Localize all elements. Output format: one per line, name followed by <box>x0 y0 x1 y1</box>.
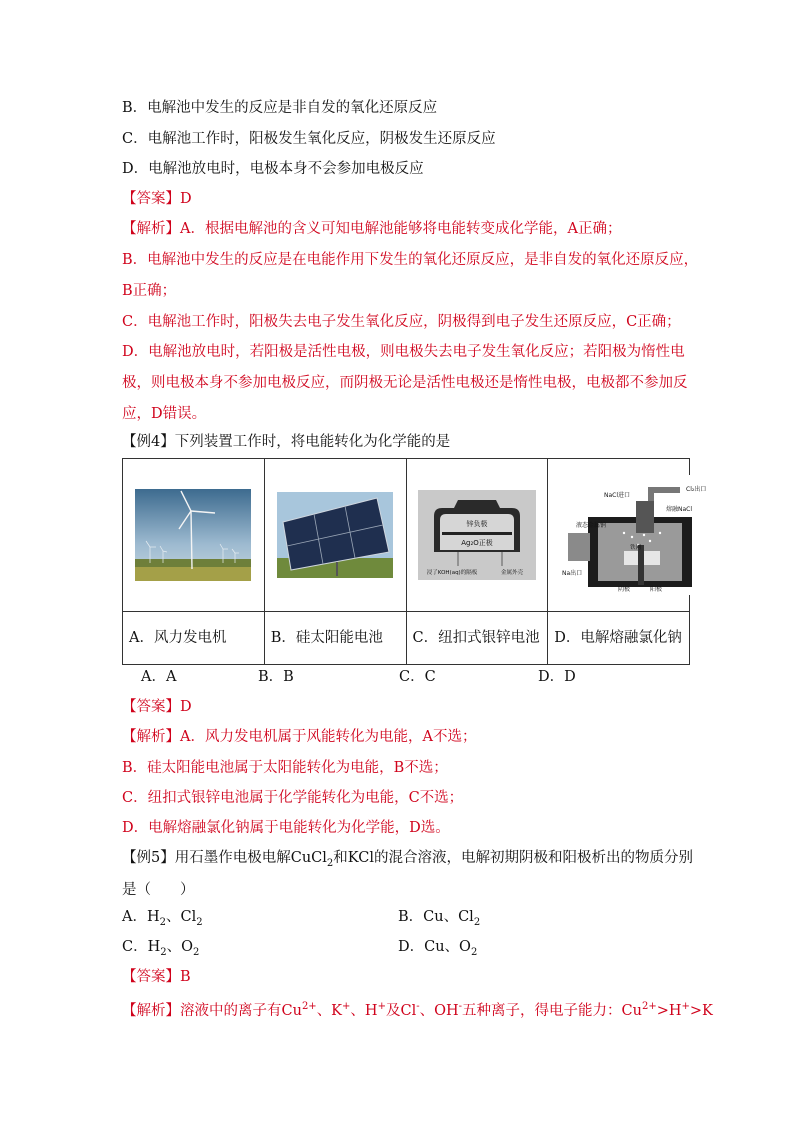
label-na-outlet: Na出口 <box>562 570 583 577</box>
nacl-electrolysis-diagram <box>548 475 716 595</box>
label-shell: 金属外壳 <box>500 570 523 576</box>
q5-option-a <box>122 907 203 933</box>
q3-analysis-line: 极，则电极本身不参加电极反应，而阴极无论是活性电极还是惰性电极，电极都不参加反 <box>122 375 688 391</box>
q5-analysis <box>122 997 713 1021</box>
superscript: + <box>681 1001 690 1012</box>
analysis-text: 、OH <box>419 1002 459 1019</box>
label-ag2o-positive: Ag₂O正极 <box>461 539 493 547</box>
q4-stem <box>122 432 450 452</box>
cell-electrolysis <box>548 459 707 612</box>
option-text: C．H <box>122 939 161 955</box>
stem-text: 用石墨作电极电解CuCl <box>174 850 327 866</box>
superscript: - <box>416 1001 420 1012</box>
subscript: 2 <box>470 946 478 958</box>
button-battery-diagram <box>418 490 536 580</box>
superscript: + <box>377 1001 386 1012</box>
q4-analysis-line: C．纽扣式银锌电池属于化学能转化为电能，C不选； <box>122 790 464 806</box>
caption-a: A．风力发电机 <box>123 612 265 665</box>
subscript: 2 <box>160 946 167 958</box>
superscript: + <box>342 1001 351 1012</box>
analysis-text: 及Cl <box>385 1002 417 1019</box>
answer-value: D <box>180 191 192 207</box>
subscript: 2 <box>159 916 166 928</box>
superscript: 2+ <box>641 1001 657 1012</box>
option-text: B．Cu、Cl <box>398 909 474 925</box>
q3-analysis-line: B．电解池中发生的反应是在电能作用下发生的氧化还原反应，是非自发的氧化还原反应， <box>122 252 699 268</box>
subscript: 2 <box>196 916 203 928</box>
superscript: - <box>458 1001 463 1012</box>
analysis-tag: 【解析】 <box>122 1002 180 1019</box>
q5-option-c <box>122 937 199 963</box>
q4-analysis-line: B．硅太阳能电池属于太阳能转化为电能，B不选； <box>122 760 448 776</box>
q3-analysis-line: C．电解池工作时，阳极失去电子发生氧化反应，阴极得到电子发生还原反应，C正确； <box>122 314 681 330</box>
q3-answer <box>122 189 192 209</box>
label-cl2-outlet: Cl₂出口 <box>686 486 707 493</box>
caption-d: D．电解熔融氯化钠 <box>548 612 690 665</box>
subscript: 2 <box>193 946 200 958</box>
answer-value: D <box>180 699 192 715</box>
analysis-text: >H <box>656 1002 682 1019</box>
q4-analysis-line <box>122 727 476 747</box>
device-table <box>122 458 707 665</box>
q3-analysis-line <box>122 219 621 239</box>
answer-tag: 【答案】 <box>122 191 180 207</box>
choice-b: B．B <box>258 669 294 685</box>
q4-analysis-line: D．电解熔融氯化钠属于电能转化为化学能，D选。 <box>122 820 450 836</box>
answer-tag: 【答案】 <box>122 969 180 985</box>
option-text: D．Cu、O <box>398 939 471 955</box>
label-liquid-na: 液态金属钠 <box>576 522 607 529</box>
choice-d: D．D <box>538 669 576 685</box>
solar-panel-image <box>277 492 393 578</box>
analysis-tag: 【解析】 <box>122 729 180 745</box>
label-nacl-inlet: NaCl进口 <box>604 492 631 499</box>
stem-text: 和KCl的混合溶液，电解初期阴极和阳极析出的物质分别 <box>333 850 693 866</box>
label-zinc-negative: 锌负极 <box>466 520 488 528</box>
analysis-text: A．根据电解池的含义可知电解池能够将电能转变成化学能，A正确； <box>180 221 622 237</box>
option-d: D．电解池放电时，电极本身不会参加电极反应 <box>122 161 424 177</box>
answer-value: B <box>180 969 191 985</box>
answer-tag: 【答案】 <box>122 699 180 715</box>
analysis-text: 五种离子，得电子能力：Cu <box>462 1002 642 1019</box>
choice-c: C．C <box>399 669 436 685</box>
q5-answer <box>122 967 191 987</box>
analysis-text: 、K <box>316 1002 343 1019</box>
q5-option-d <box>398 937 477 963</box>
label-anode: 阳极 <box>650 586 663 593</box>
analysis-tag: 【解析】 <box>122 221 180 237</box>
option-text: 、Cl <box>166 909 197 925</box>
label-molten-nacl: 熔融NaCl <box>666 506 693 513</box>
label-cathode: 阴极 <box>618 586 631 593</box>
caption-c: C．纽扣式银锌电池 <box>406 612 548 665</box>
question-text: 下列装置工作时，将电能转化为化学能的是 <box>174 434 451 450</box>
analysis-text: A．风力发电机属于风能转化为电能，A不选； <box>180 729 477 745</box>
question-label: 【例5】 <box>122 850 175 866</box>
subscript: 2 <box>326 857 334 869</box>
option-b: B．电解池中发生的反应是非自发的氧化还原反应 <box>122 100 438 116</box>
analysis-text: 、H <box>350 1002 378 1019</box>
cell-solar <box>264 459 406 612</box>
q5-option-b <box>398 907 480 933</box>
superscript: 2+ <box>301 1001 317 1012</box>
option-text: 、O <box>166 939 194 955</box>
analysis-text: 溶液中的离子有Cu <box>180 1002 302 1019</box>
analysis-text: >K <box>689 1002 713 1019</box>
q3-analysis-line: B正确； <box>122 283 177 299</box>
q3-analysis-line: D．电解池放电时，若阳极是活性电极，则电极失去电子发生氧化反应；若阳极为惰性电 <box>122 344 685 360</box>
option-c: C．电解池工作时，阳极发生氧化反应，阴极发生还原反应 <box>122 131 496 147</box>
wind-turbine-image <box>135 489 251 581</box>
q4-answer <box>122 697 192 717</box>
subscript: 2 <box>473 916 481 928</box>
label-separator: 浸了KOH(aq)的隔板 <box>426 570 478 576</box>
caption-b: B．硅太阳能电池 <box>264 612 406 665</box>
label-iron-mesh: 铁网 <box>630 545 642 551</box>
cell-wind <box>123 459 265 612</box>
q5-stem-line2: 是（ ） <box>122 882 195 898</box>
choice-a: A．A <box>141 669 177 685</box>
q3-analysis-line: 应，D错误。 <box>122 406 207 422</box>
question-label: 【例4】 <box>122 434 175 450</box>
q5-stem <box>122 848 693 874</box>
option-text: A．H <box>122 909 160 925</box>
cell-button-battery <box>406 459 548 612</box>
